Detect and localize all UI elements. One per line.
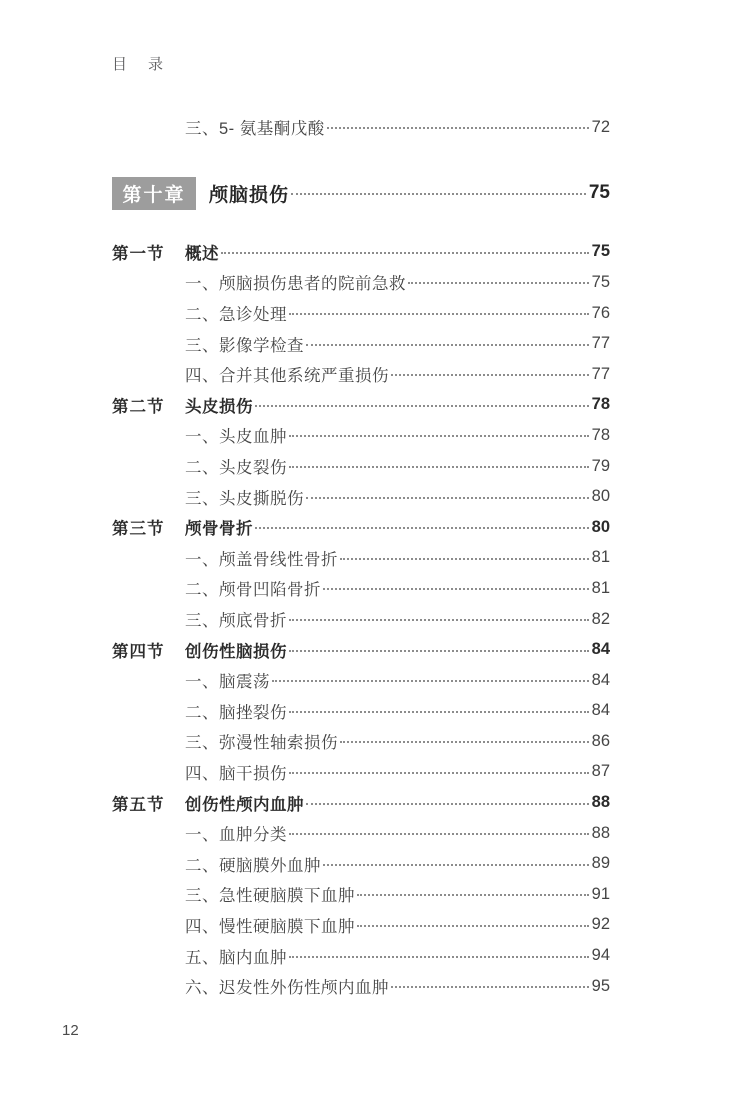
section-label: 第五节 — [112, 795, 165, 814]
toc-entry-title: 二、颅骨凹陷骨折 — [185, 581, 321, 600]
toc-entries-list — [112, 237, 610, 1002]
toc-sub-row — [112, 359, 610, 390]
toc-entry-page: 89 — [591, 854, 610, 873]
chapter-heading-row — [112, 177, 610, 210]
toc-entry-title: 六、迟发性外伤性颅内血肿 — [185, 979, 389, 998]
dot-leader — [289, 650, 589, 652]
dot-leader — [221, 252, 589, 254]
toc-entry-title: 一、血肿分类 — [185, 826, 287, 845]
toc-entry-title: 一、颅盖骨线性骨折 — [185, 550, 338, 569]
dot-leader — [289, 711, 589, 713]
toc-sub-row — [112, 818, 610, 849]
dot-leader — [357, 925, 589, 927]
toc-entry-page: 92 — [591, 915, 610, 934]
chapter-page-number: 75 — [588, 182, 610, 204]
page-header-title: 目 录 — [112, 56, 167, 73]
section-label: 第二节 — [112, 397, 165, 416]
toc-entry-page: 88 — [591, 793, 610, 812]
toc-entry-title: 四、合并其他系统严重损伤 — [185, 367, 389, 386]
toc-sub-row — [112, 879, 610, 910]
toc-sub-row — [112, 910, 610, 941]
toc-section-row — [112, 512, 610, 543]
toc-entry-title: 二、硬脑膜外血肿 — [185, 856, 321, 875]
folio-page-number: 12 — [62, 1022, 79, 1039]
toc-entry-page: 78 — [591, 395, 610, 414]
toc-entry-page: 95 — [591, 976, 610, 995]
dot-leader — [408, 282, 589, 284]
toc-entry-title: 创伤性颅内血肿 — [185, 795, 304, 814]
toc-entry-page: 82 — [591, 609, 610, 628]
toc-entry-page: 87 — [591, 762, 610, 781]
toc-entry-title: 一、头皮血肿 — [185, 428, 287, 447]
toc-sub-row — [112, 940, 610, 971]
toc-sub-row — [112, 420, 610, 451]
dot-leader — [323, 588, 589, 590]
toc-entry-title: 二、急诊处理 — [185, 306, 287, 325]
toc-sub-row — [112, 696, 610, 727]
dot-leader — [255, 405, 589, 407]
dot-leader — [306, 497, 589, 499]
toc-entry-title: 三、急性硬脑膜下血肿 — [185, 887, 355, 906]
dot-leader — [340, 558, 589, 560]
toc-entry-title: 头皮损伤 — [185, 397, 253, 416]
toc-section-row — [112, 634, 610, 665]
toc-entry-title: 二、脑挫裂伤 — [185, 703, 287, 722]
chapter-title: 颅脑损伤 — [209, 184, 290, 206]
toc-entry-title: 五、脑内血肿 — [185, 948, 287, 967]
dot-leader — [327, 127, 589, 129]
toc-sub-row — [112, 451, 610, 482]
toc-entry-title: 一、颅脑损伤患者的院前急救 — [185, 275, 406, 294]
toc-sub-row — [112, 543, 610, 574]
toc-entry-title: 概述 — [185, 244, 219, 263]
toc-entry-page: 80 — [591, 487, 610, 506]
toc-sub-row — [112, 971, 610, 1002]
toc-entry-title: 三、颅底骨折 — [185, 612, 287, 631]
toc-sub-row — [112, 112, 610, 143]
dot-leader — [289, 772, 589, 774]
dot-leader — [323, 864, 589, 866]
toc-entry-page: 84 — [591, 670, 610, 689]
toc-entry-page: 72 — [591, 117, 610, 136]
toc-entry-page: 76 — [591, 303, 610, 322]
toc-sub-row — [112, 328, 610, 359]
dot-leader — [306, 803, 589, 805]
toc-sub-row — [112, 757, 610, 788]
toc-entry-title: 一、脑震荡 — [185, 673, 270, 692]
dot-leader — [289, 956, 589, 958]
toc-sub-row — [112, 481, 610, 512]
toc-entry-page: 75 — [591, 242, 610, 261]
toc-sub-row — [112, 298, 610, 329]
toc-entry-page: 84 — [591, 640, 610, 659]
toc-entry-page: 78 — [591, 425, 610, 444]
toc-entry-page: 81 — [591, 578, 610, 597]
section-label: 第三节 — [112, 520, 165, 539]
chapter-number-badge: 第十章 — [112, 177, 196, 210]
toc-entry-page: 81 — [591, 548, 610, 567]
toc-entry-page: 77 — [591, 364, 610, 383]
toc-entry-page: 94 — [591, 946, 610, 965]
toc-sub-row — [112, 267, 610, 298]
toc-section-row — [112, 390, 610, 421]
toc-sub-row — [112, 604, 610, 635]
dot-leader — [306, 344, 589, 346]
toc-entry-title: 颅骨骨折 — [185, 520, 253, 539]
toc-sub-row — [112, 848, 610, 879]
dot-leader — [340, 741, 589, 743]
section-label: 第四节 — [112, 642, 165, 661]
toc-entry-page: 84 — [591, 701, 610, 720]
pre-chapter-entries — [112, 112, 610, 143]
dot-leader — [289, 619, 589, 621]
dot-leader — [289, 833, 589, 835]
toc-entry-title: 四、慢性硬脑膜下血肿 — [185, 917, 355, 936]
toc-entry-title: 四、脑干损伤 — [185, 764, 287, 783]
dot-leader — [272, 680, 589, 682]
toc-entry-title: 创伤性脑损伤 — [185, 642, 287, 661]
dot-leader — [289, 313, 589, 315]
toc-entry-page: 79 — [591, 456, 610, 475]
dot-leader — [289, 466, 589, 468]
toc-entry-title: 三、5- 氨基酮戊酸 — [185, 120, 325, 139]
toc-section-row — [112, 237, 610, 268]
toc-content — [112, 0, 610, 1001]
toc-entry-page: 75 — [591, 272, 610, 291]
toc-section-row — [112, 787, 610, 818]
dot-leader — [391, 374, 589, 376]
dot-leader — [289, 435, 589, 437]
toc-entry-title: 三、弥漫性轴索损伤 — [185, 734, 338, 753]
dot-leader — [255, 527, 589, 529]
section-label: 第一节 — [112, 244, 165, 263]
toc-entry-title: 三、头皮撕脱伤 — [185, 489, 304, 508]
dot-leader — [291, 193, 586, 195]
dot-leader — [357, 894, 589, 896]
toc-sub-row — [112, 573, 610, 604]
toc-entry-page: 91 — [591, 884, 610, 903]
toc-entry-title: 二、头皮裂伤 — [185, 459, 287, 478]
toc-sub-row — [112, 726, 610, 757]
dot-leader — [391, 986, 589, 988]
toc-entry-page: 80 — [591, 517, 610, 536]
toc-entry-page: 88 — [591, 823, 610, 842]
toc-entry-page: 77 — [591, 334, 610, 353]
toc-entry-title: 三、影像学检查 — [185, 336, 304, 355]
toc-sub-row — [112, 665, 610, 696]
toc-entry-page: 86 — [591, 731, 610, 750]
